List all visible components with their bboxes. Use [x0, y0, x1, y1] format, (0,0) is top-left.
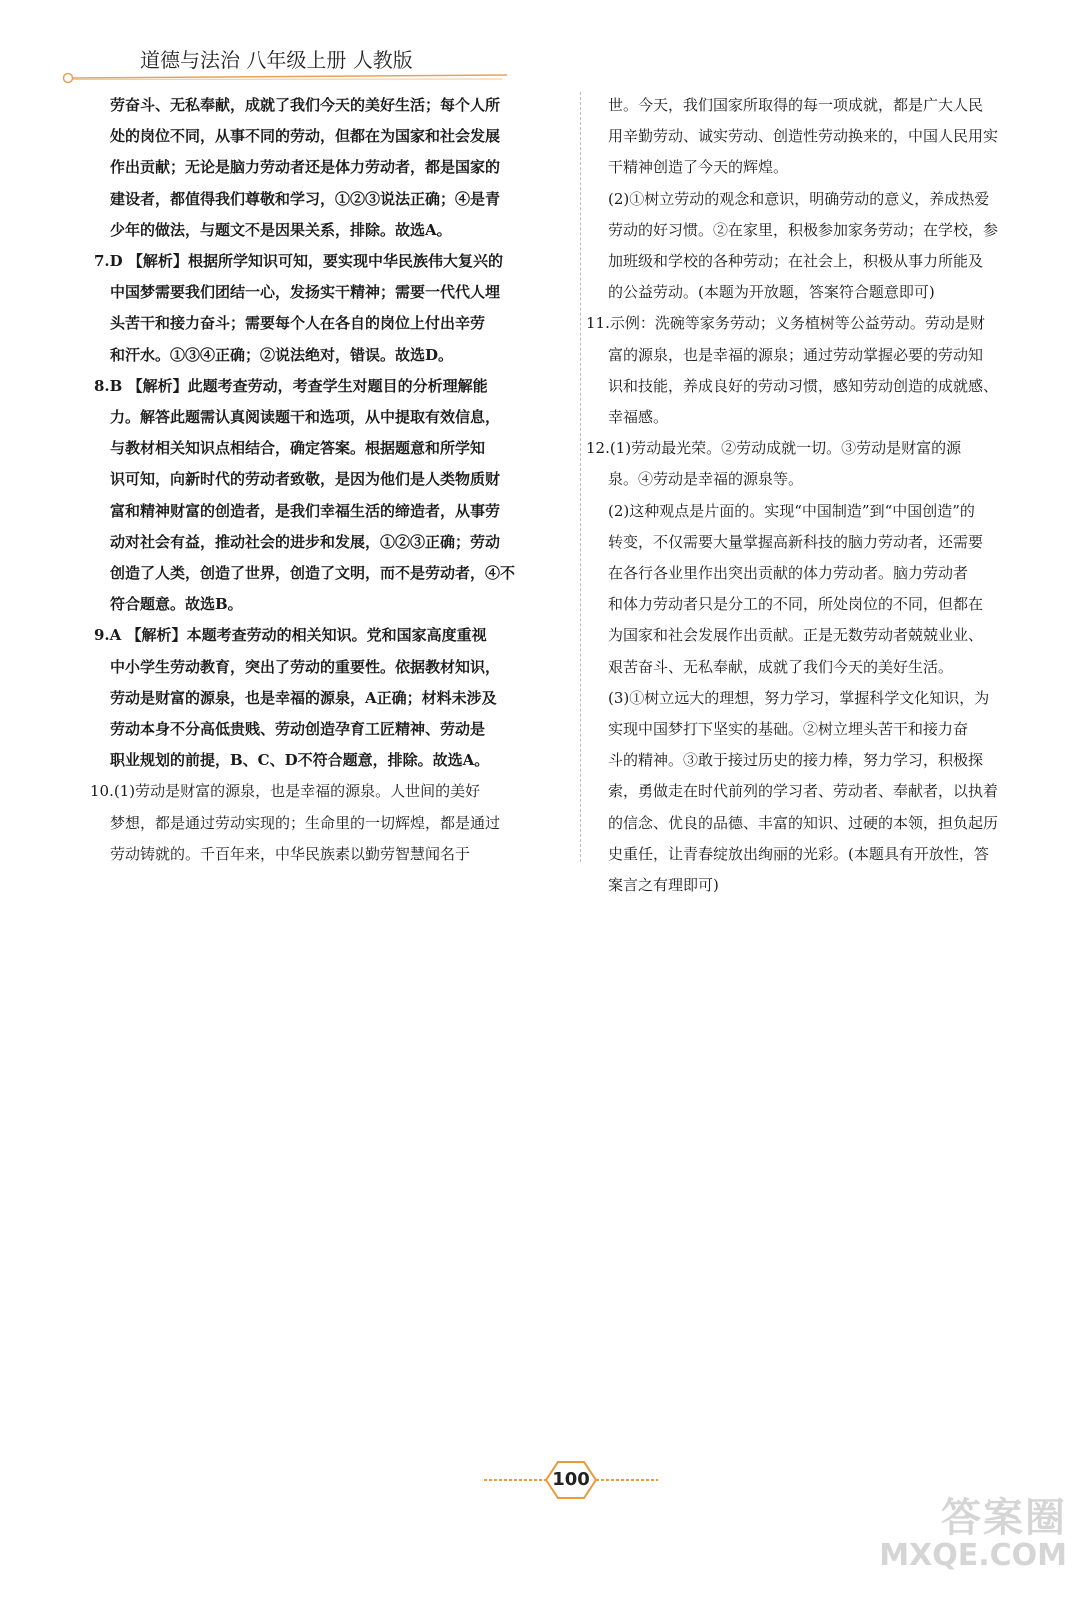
text-line: 史重任，让青春绽放出绚丽的光彩。(本题具有开放性，答 [608, 844, 989, 863]
text-line: 用辛勤劳动、诚实劳动、创造性劳动换来的，中国人民用实 [608, 127, 999, 146]
header-ornament [62, 70, 512, 86]
page-header [0, 0, 1081, 100]
text-line: 创造了人类，创造了世界，创造了文明，而不是劳动者，④不 [110, 564, 516, 583]
text-line: 劳动铸就的。千百年来，中华民族素以勤劳智慧闻名于 [110, 844, 471, 863]
text-line: (3)①树立远大的理想，努力学习，掌握科学文化知识，为 [608, 688, 990, 707]
text-line: (2)①树立劳动的观念和意识，明确劳动的意义，养成热爱 [608, 189, 990, 208]
text-line: 的公益劳动。(本题为开放题，答案符合题意即可) [608, 283, 935, 302]
watermark-url: MXQE.COM [879, 1538, 1067, 1573]
text-line: 示例：洗碗等家务劳动；义务植树等公益劳动。劳动是财 [609, 314, 985, 333]
question-10 [90, 776, 550, 807]
text-line: (1)劳动最光荣。②劳动成就一切。③劳动是财富的源 [609, 439, 962, 458]
analysis-tag: 【解析】 [126, 626, 187, 645]
answer-letter: B [109, 376, 123, 395]
question-number: 11. [586, 314, 610, 333]
text-line: 泉。④劳动是幸福的源泉等。 [608, 470, 804, 489]
text-line: 富和精神财富的创造者，是我们幸福生活的缔造者，从事劳 [110, 501, 501, 520]
question-12 [586, 433, 1033, 464]
question-7-body [110, 277, 550, 371]
header-title: 道德与法治 八年级上册 人教版 [140, 48, 413, 72]
right-column [586, 90, 1033, 901]
text-line: 头苦干和接力奋斗；需要每个人在各自的岗位上付出辛劳 [110, 314, 486, 333]
text-line: 识和技能，养成良好的劳动习惯，感知劳动创造的成就感、 [608, 376, 999, 395]
question-number: 8. [94, 376, 110, 395]
q6-continuation [110, 90, 550, 246]
text-line: 动对社会有益，推动社会的进步和发展，①②③正确；劳动 [110, 532, 501, 551]
question-number: 10. [90, 782, 114, 801]
watermark-logo [879, 1478, 1067, 1588]
question-number: 12. [586, 439, 610, 458]
watermark-text: 答案圈 [941, 1495, 1067, 1541]
text-line: 案言之有理即可) [608, 876, 719, 895]
text-line: 索，勇做走在时代前列的学习者、劳动者、奉献者，以执着 [608, 782, 999, 801]
text-line: 作出贡献；无论是脑力劳动者还是体力劳动者，都是国家的 [110, 158, 501, 177]
text-line: 职业规划的前提，B、C、D不符合题意，排除。故选A。 [110, 751, 490, 770]
text-line: 劳动是财富的源泉，也是幸福的源泉，A正确；材料未涉及 [110, 688, 497, 707]
text-line: 劳奋斗、无私奉献，成就了我们今天的美好生活；每个人所 [110, 96, 501, 114]
question-9 [94, 620, 550, 651]
text-line: 处的岗位不同，从事不同的劳动，但都在为国家和社会发展 [110, 127, 501, 146]
left-column [90, 90, 550, 870]
question-12-body [608, 464, 1033, 901]
text-line: 在各行各业里作出突出贡献的体力劳动者。脑力劳动者 [608, 564, 969, 583]
question-number: 9. [94, 626, 110, 645]
question-8 [94, 371, 550, 402]
text-line: (1)劳动是财富的源泉，也是幸福的源泉。人世间的美好 [113, 782, 481, 801]
column-divider [580, 92, 581, 862]
text-line: 建设者，都值得我们尊敬和学习，①②③说法正确；④是青 [110, 189, 501, 208]
text-line: 幸福感。 [608, 408, 669, 427]
text-line: 世。今天，我们国家所取得的每一项成就，都是广大人民 [608, 96, 984, 114]
text-line: 和体力劳动者只是分工的不同，所处岗位的不同，但都在 [608, 595, 984, 614]
question-11-body [608, 340, 1033, 434]
page-number: 100 [552, 1469, 590, 1490]
analysis-tag: 【解析】 [127, 376, 188, 395]
text-line: 根据所学知识可知，要实现中华民族伟大复兴的 [187, 252, 503, 271]
question-number: 7. [94, 252, 110, 271]
text-line: 力。解答此题需认真阅读题干和选项，从中提取有效信息， [110, 408, 501, 427]
text-line: 的信念、优良的品德、丰富的知识、过硬的本领，担负起历 [608, 813, 999, 832]
text-line: 为国家和社会发展作出贡献。正是无数劳动者兢兢业业、 [608, 626, 984, 645]
answer-letter: A [109, 626, 122, 645]
text-line: 符合题意。故选B。 [110, 595, 243, 614]
text-line: 少年的做法，与题文不是因果关系，排除。故选A。 [110, 220, 452, 239]
question-11 [586, 308, 1033, 339]
text-line: 识可知，向新时代的劳动者致敬，是因为他们是人类物质财 [110, 470, 501, 489]
text-line: 干精神创造了今天的辉煌。 [608, 158, 789, 177]
text-line: 本题考查劳动的相关知识。党和国家高度重视 [186, 626, 487, 645]
text-line: 与教材相关知识点相结合，确定答案。根据题意和所学知 [110, 439, 486, 458]
question-9-body [110, 652, 550, 777]
text-line: 此题考查劳动，考查学生对题目的分析理解能 [187, 376, 488, 395]
text-line: 中国梦需要我们团结一心，发扬实干精神；需要一代代人埋 [110, 283, 501, 302]
text-line: 艰苦奋斗、无私奉献，成就了我们今天的美好生活。 [608, 657, 954, 676]
text-line: 梦想，都是通过劳动实现的；生命里的一切辉煌，都是通过 [110, 813, 501, 832]
question-10-body [110, 808, 550, 870]
text-line: (2)这种观点是片面的。实现“中国制造”到“中国创造”的 [608, 501, 975, 520]
text-line: 转变，不仅需要大量掌握高新科技的脑力劳动者，还需要 [608, 532, 984, 551]
page-footer [460, 1456, 680, 1506]
text-line: 和汗水。①③④正确；②说法绝对，错误。故选D。 [110, 345, 454, 364]
analysis-tag: 【解析】 [127, 252, 188, 271]
text-line: 实现中国梦打下坚实的基础。②树立埋头苦干和接力奋 [608, 720, 969, 739]
question-7 [94, 246, 550, 277]
answer-letter: D [109, 252, 123, 271]
text-line: 加班级和学校的各种劳动；在社会上，积极从事力所能及 [608, 252, 984, 271]
text-line: 劳动的好习惯。②在家里，积极参加家务劳动；在学校，参 [608, 220, 999, 239]
text-line: 斗的精神。③敢于接过历史的接力棒，努力学习，积极探 [608, 751, 984, 770]
text-line: 中小学生劳动教育，突出了劳动的重要性。依据教材知识， [110, 657, 501, 676]
question-10-continuation [608, 90, 1033, 308]
text-line: 富的源泉，也是幸福的源泉；通过劳动掌握必要的劳动知 [608, 345, 984, 364]
question-8-body [110, 402, 550, 620]
text-line: 劳动本身不分高低贵贱、劳动创造孕育工匠精神、劳动是 [110, 720, 486, 739]
